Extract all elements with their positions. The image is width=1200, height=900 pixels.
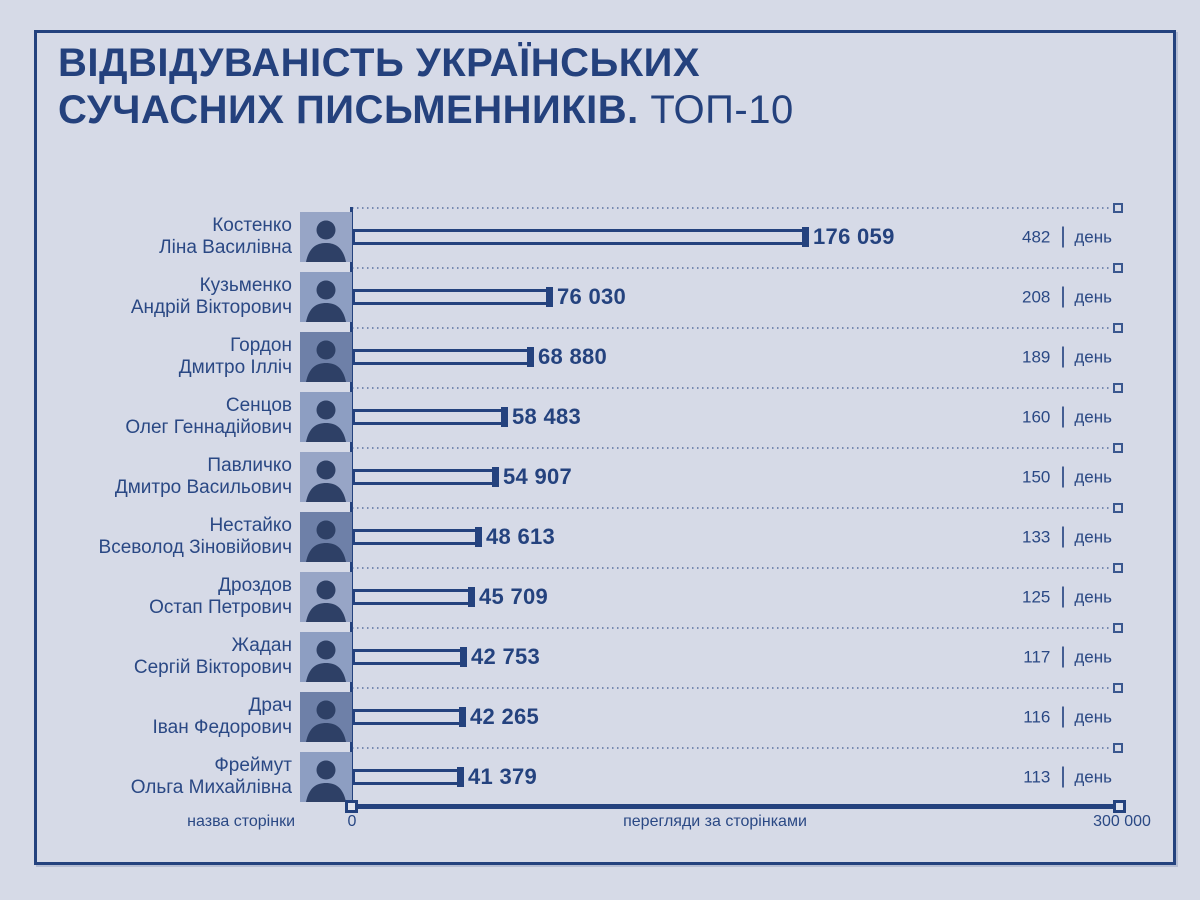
x-axis-end-square xyxy=(1113,800,1126,813)
gridline-end-square xyxy=(1113,383,1123,393)
person-silhouette-icon xyxy=(300,392,352,442)
per-day-stat xyxy=(1022,287,1112,308)
row-gridline xyxy=(352,207,1112,209)
stat-divider xyxy=(1062,647,1064,668)
gridline-end-square xyxy=(1113,683,1123,693)
writer-photo xyxy=(300,332,352,382)
per-day-stat xyxy=(1022,227,1112,248)
bar xyxy=(352,469,499,485)
per-day-value: 117 xyxy=(1023,647,1051,666)
person-silhouette-icon xyxy=(300,572,352,622)
chart-row xyxy=(0,687,1200,747)
gridline-end-square xyxy=(1113,203,1123,213)
writer-surname: Костенко xyxy=(212,215,292,236)
person-silhouette-icon xyxy=(300,512,352,562)
person-silhouette-icon xyxy=(300,632,352,682)
bar-end-cap xyxy=(501,407,508,427)
writer-photo xyxy=(300,452,352,502)
bar-value-label: 68 880 xyxy=(538,344,608,369)
per-day-stat xyxy=(1023,767,1112,788)
per-day-unit: день xyxy=(1074,587,1112,606)
row-gridline xyxy=(352,507,1112,509)
per-day-stat xyxy=(1023,707,1112,728)
writer-name xyxy=(0,455,292,499)
per-day-unit: день xyxy=(1074,227,1112,246)
writer-photo xyxy=(300,752,352,802)
writer-name xyxy=(0,575,292,619)
row-gridline xyxy=(352,267,1112,269)
y-axis-label: назва сторінки xyxy=(187,813,295,830)
bar-end-cap xyxy=(460,647,467,667)
chart-row xyxy=(0,747,1200,807)
person-silhouette-icon xyxy=(300,752,352,802)
person-silhouette-icon xyxy=(300,272,352,322)
writer-name xyxy=(0,335,292,379)
per-day-value: 208 xyxy=(1022,287,1051,306)
writer-photo xyxy=(300,212,352,262)
writer-surname: Гордон xyxy=(230,335,292,356)
bar-end-cap xyxy=(527,347,534,367)
per-day-value: 113 xyxy=(1023,767,1051,786)
row-gridline xyxy=(352,447,1112,449)
bar-end-cap xyxy=(468,587,475,607)
writer-photo xyxy=(300,512,352,562)
writer-given-name: Олег Геннадійович xyxy=(125,417,292,438)
stat-divider xyxy=(1062,767,1064,788)
x-axis-max-tick: 300 000 xyxy=(1093,813,1151,830)
title-line2: СУЧАСНИХ ПИСЬМЕННИКІВ. xyxy=(58,88,639,132)
writer-photo xyxy=(300,272,352,322)
per-day-value: 160 xyxy=(1022,407,1051,426)
bar xyxy=(352,289,553,305)
stat-divider xyxy=(1062,227,1064,248)
gridline-end-square xyxy=(1113,623,1123,633)
writer-surname: Кузьменко xyxy=(199,275,292,296)
gridline-end-square xyxy=(1113,503,1123,513)
bar-value-label: 45 709 xyxy=(479,584,549,609)
writer-photo xyxy=(300,392,352,442)
bar-value-label: 42 265 xyxy=(470,704,540,729)
chart-row xyxy=(0,207,1200,267)
bar-value-label: 58 483 xyxy=(512,404,582,429)
chart-row xyxy=(0,387,1200,447)
row-gridline xyxy=(352,627,1112,629)
per-day-stat xyxy=(1022,407,1112,428)
stat-divider xyxy=(1062,407,1064,428)
writer-surname: Сенцов xyxy=(225,395,292,416)
per-day-stat xyxy=(1023,647,1112,668)
bar-end-cap xyxy=(802,227,809,247)
chart-row xyxy=(0,507,1200,567)
person-silhouette-icon xyxy=(300,692,352,742)
row-gridline xyxy=(352,687,1112,689)
writer-name xyxy=(0,395,292,439)
bar-end-cap xyxy=(546,287,553,307)
bar-value-label: 42 753 xyxy=(471,644,541,669)
writer-photo xyxy=(300,572,352,622)
chart-row xyxy=(0,267,1200,327)
gridline-end-square xyxy=(1113,563,1123,573)
per-day-value: 125 xyxy=(1022,587,1051,606)
per-day-unit: день xyxy=(1074,407,1112,426)
writer-surname: Жадан xyxy=(231,635,292,656)
row-gridline xyxy=(352,327,1112,329)
gridline-end-square xyxy=(1113,743,1123,753)
person-silhouette-icon xyxy=(300,212,352,262)
writer-given-name: Іван Федорович xyxy=(152,717,292,738)
x-axis-line xyxy=(352,804,1120,809)
chart-row xyxy=(0,327,1200,387)
bar xyxy=(352,349,534,365)
per-day-stat xyxy=(1022,347,1112,368)
title-top10: ТОП-10 xyxy=(650,88,794,132)
bar-value-label: 176 059 xyxy=(813,224,895,249)
writer-name xyxy=(0,635,292,679)
row-gridline xyxy=(352,567,1112,569)
person-silhouette-icon xyxy=(300,452,352,502)
per-day-value: 482 xyxy=(1022,227,1051,246)
bar-value-label: 48 613 xyxy=(486,524,556,549)
writer-surname: Павличко xyxy=(207,455,292,476)
per-day-unit: день xyxy=(1074,767,1112,786)
writer-name xyxy=(0,275,292,319)
bar xyxy=(352,229,809,245)
writer-given-name: Сергій Вікторович xyxy=(133,657,292,678)
writer-name xyxy=(0,755,292,799)
gridline-end-square xyxy=(1113,443,1123,453)
writer-name xyxy=(0,515,292,559)
writer-given-name: Остап Петрович xyxy=(149,597,292,618)
bar xyxy=(352,529,482,545)
bar-end-cap xyxy=(492,467,499,487)
writer-surname: Дроздов xyxy=(218,575,292,596)
per-day-value: 150 xyxy=(1022,467,1051,486)
person-silhouette-icon xyxy=(300,332,352,382)
stat-divider xyxy=(1062,587,1064,608)
bar xyxy=(352,709,466,725)
chart-row xyxy=(0,567,1200,627)
writer-name xyxy=(0,215,292,259)
row-gridline xyxy=(352,387,1112,389)
writer-given-name: Андрій Вікторович xyxy=(130,297,292,318)
writer-given-name: Ольга Михайлівна xyxy=(130,777,292,798)
bar-value-label: 54 907 xyxy=(503,464,573,489)
stat-divider xyxy=(1062,287,1064,308)
per-day-unit: день xyxy=(1074,527,1112,546)
title-line1: ВІДВІДУВАНІСТЬ УКРАЇНСЬКИХ xyxy=(58,41,701,85)
bar xyxy=(352,769,464,785)
row-gridline xyxy=(352,747,1112,749)
x-axis-label: перегляди за сторінками xyxy=(623,813,807,830)
writer-given-name: Всеволод Зіновійович xyxy=(98,537,292,558)
writer-surname: Нестайко xyxy=(209,515,292,536)
page-title xyxy=(58,40,794,134)
bar xyxy=(352,649,467,665)
per-day-stat xyxy=(1022,587,1112,608)
writer-surname: Фреймут xyxy=(214,755,292,776)
chart-row xyxy=(0,627,1200,687)
writer-given-name: Дмитро Васильович xyxy=(114,477,292,498)
per-day-stat xyxy=(1022,527,1112,548)
stat-divider xyxy=(1062,707,1064,728)
per-day-value: 189 xyxy=(1022,347,1051,366)
stat-divider xyxy=(1062,347,1064,368)
x-axis-start-square xyxy=(345,800,358,813)
bar-end-cap xyxy=(475,527,482,547)
per-day-unit: день xyxy=(1074,707,1112,726)
chart-row xyxy=(0,447,1200,507)
stat-divider xyxy=(1062,527,1064,548)
bar-end-cap xyxy=(459,707,466,727)
writer-given-name: Ліна Василівна xyxy=(159,237,292,258)
bar-value-label: 76 030 xyxy=(557,284,627,309)
bar xyxy=(352,589,475,605)
bar-value-label: 41 379 xyxy=(468,764,538,789)
x-axis-min-tick: 0 xyxy=(347,813,357,830)
per-day-unit: день xyxy=(1074,287,1112,306)
writer-given-name: Дмитро Ілліч xyxy=(178,357,292,378)
gridline-end-square xyxy=(1113,323,1123,333)
per-day-value: 133 xyxy=(1022,527,1051,546)
bar-end-cap xyxy=(457,767,464,787)
stat-divider xyxy=(1062,467,1064,488)
bar xyxy=(352,409,508,425)
per-day-unit: день xyxy=(1074,347,1112,366)
per-day-value: 116 xyxy=(1023,707,1051,726)
writer-photo xyxy=(300,692,352,742)
gridline-end-square xyxy=(1113,263,1123,273)
per-day-unit: день xyxy=(1074,467,1112,486)
writer-surname: Драч xyxy=(248,695,292,716)
per-day-stat xyxy=(1022,467,1112,488)
writer-photo xyxy=(300,632,352,682)
writer-name xyxy=(0,695,292,739)
per-day-unit: день xyxy=(1074,647,1112,666)
